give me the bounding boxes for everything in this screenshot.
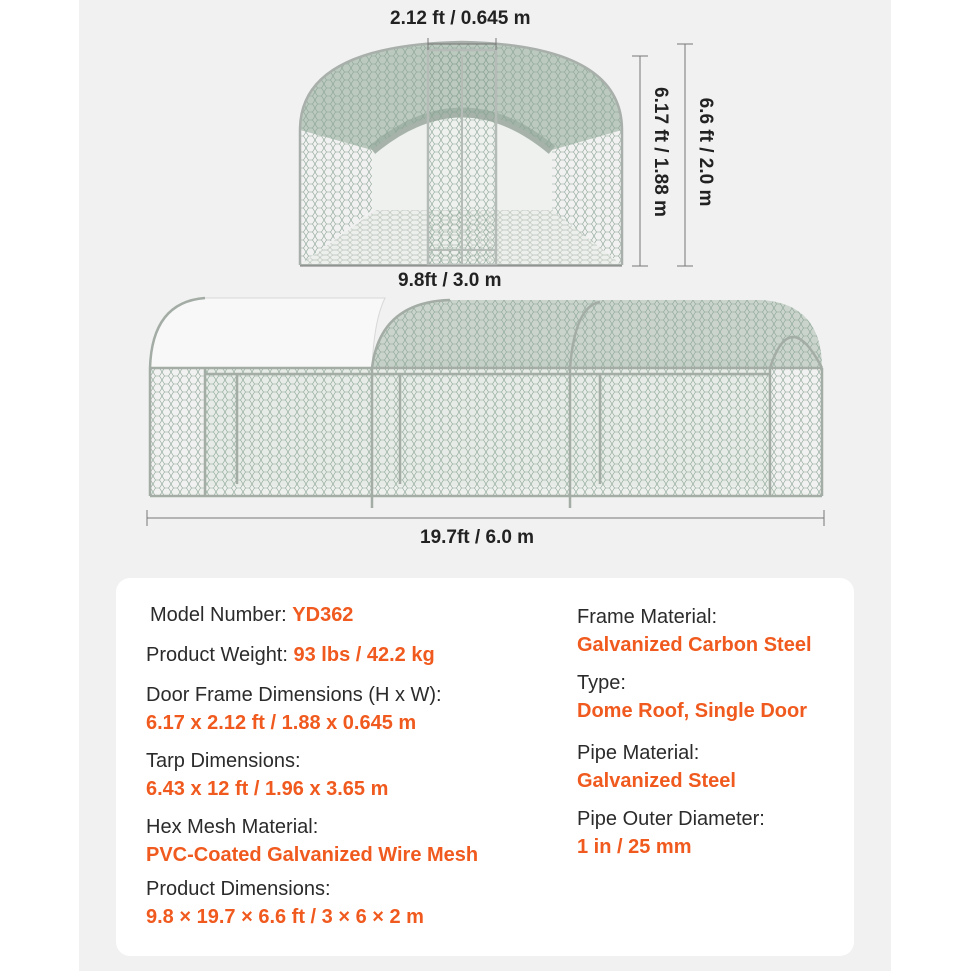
spec-product-dimensions-value: 9.8 × 19.7 × 6.6 ft / 3 × 6 × 2 m <box>146 906 424 928</box>
spec-label: Model Number: <box>150 604 287 626</box>
spec-mesh-label: Hex Mesh Material: <box>146 816 319 838</box>
total-height-label: 6.6 ft / 2.0 m <box>695 97 716 207</box>
length-dimension-line <box>147 510 824 526</box>
spec-mesh-value: PVC-Coated Galvanized Wire Mesh <box>146 844 479 866</box>
spec-value: YD362 <box>292 604 354 626</box>
spec-product-dimensions-label: Product Dimensions: <box>146 878 331 900</box>
spec-pipe-material-label: Pipe Material: <box>577 742 700 764</box>
spec-tarp-value: 6.43 x 12 ft / 1.96 x 3.65 m <box>146 778 389 800</box>
width-label: 9.8ft / 3.0 m <box>398 270 502 291</box>
spec-model-number <box>150 604 353 627</box>
side-roof-mesh <box>372 300 822 368</box>
front-view-coop <box>300 42 622 265</box>
spec-pipe-diameter-value: 1 in / 25 mm <box>577 836 692 858</box>
spec-door-frame-label: Door Frame Dimensions (H x W): <box>146 684 442 706</box>
spec-pipe-diameter-label: Pipe Outer Diameter: <box>577 808 765 830</box>
door-height-label: 6.17 ft / 1.88 m <box>650 87 671 217</box>
spec-door-frame-value: 6.17 x 2.12 ft / 1.88 x 0.645 m <box>146 712 417 734</box>
spec-frame-material-value: Galvanized Carbon Steel <box>577 634 812 656</box>
spec-pipe-material-value: Galvanized Steel <box>577 770 736 792</box>
spec-type-value: Dome Roof, Single Door <box>577 700 807 722</box>
door-width-label: 2.12 ft / 0.645 m <box>390 8 531 29</box>
spec-tarp-label: Tarp Dimensions: <box>146 750 301 772</box>
length-label: 19.7ft / 6.0 m <box>420 527 535 548</box>
spec-value: 93 lbs / 42.2 kg <box>293 644 435 666</box>
spec-product-weight <box>146 644 435 667</box>
side-view-coop <box>150 298 822 508</box>
spec-label: Product Weight: <box>146 644 288 666</box>
tarp-cover <box>150 298 385 368</box>
spec-type-label: Type: <box>577 672 626 694</box>
side-wall-mesh <box>150 368 822 496</box>
spec-frame-material-label: Frame Material: <box>577 606 718 628</box>
